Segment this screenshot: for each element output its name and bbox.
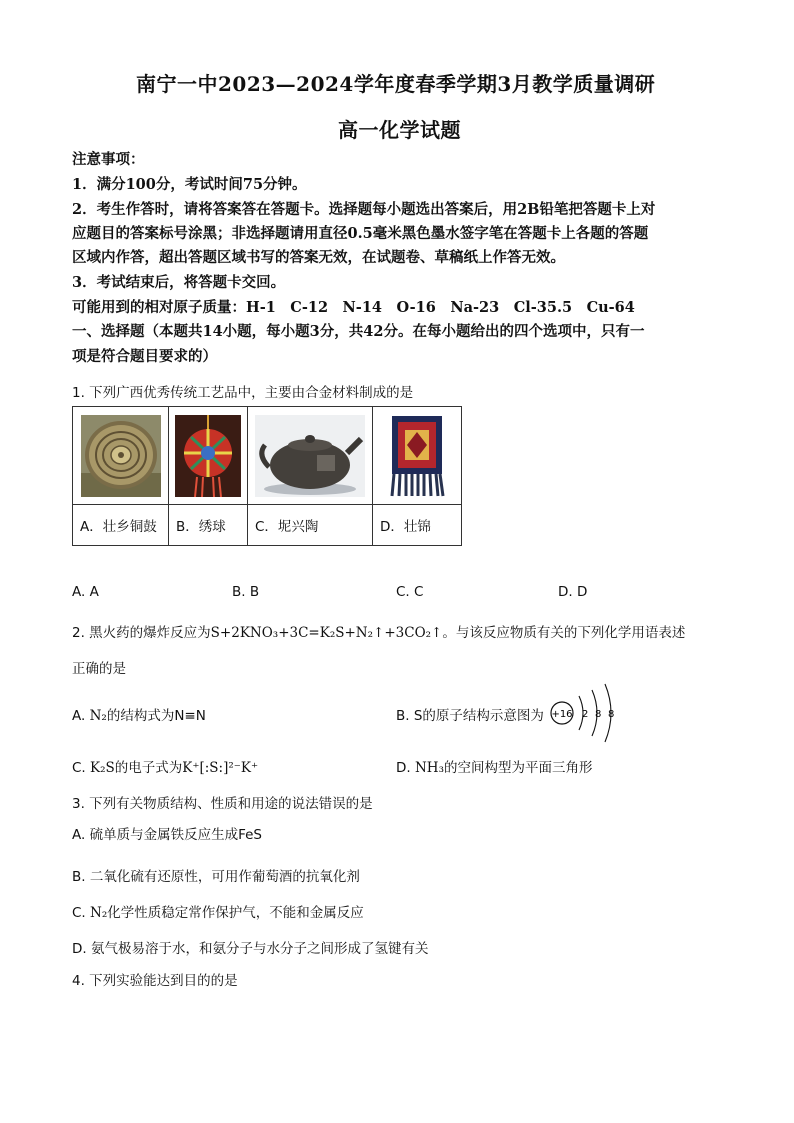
bronze-drum-cell [73, 407, 169, 505]
notice-item-2-line-2: 应题目的答案标号涂黑；非选择题请用直径0.5毫米黑色墨水签字笔在答题卡上各题的答题 [72, 225, 649, 242]
q2-option-c [72, 756, 258, 776]
embroidered-ball-cell [169, 407, 248, 505]
q2-option-d [396, 756, 592, 776]
q3-option-c-formula: N₂ [90, 905, 108, 921]
shell-1-electrons: 2 [582, 709, 589, 720]
zhuang-brocade-image [384, 414, 450, 498]
shell-2-electrons: 8 [595, 709, 602, 720]
notice-item-3: 3．考试结束后，将答题卡交回。 [72, 274, 286, 291]
sulfur-atom-diagram [549, 682, 621, 744]
exam-title: 南宁一中2023—2024学年度春季学期3月教学质量调研 [136, 72, 656, 96]
q3-option-a: A. 硫单质与金属铁反应生成FeS [72, 827, 262, 843]
q2-option-a-label: A. [72, 708, 86, 724]
section-1-instructions-line-2: 项是符合题目要求的） [72, 348, 217, 365]
q2-option-d-text: 的空间构型为平面三角形 [443, 760, 593, 776]
q1-label-d: D．壮锦 [373, 505, 462, 546]
shell-3-electrons: 8 [608, 709, 615, 720]
atomic-masses: 可能用到的相对原子质量：H-1 C-12 N-14 O-16 Na-23 Cl-35.5 Cu-64 [72, 299, 635, 316]
embroidered-ball-image [175, 415, 241, 497]
q2-option-b-text: B. S的原子结构示意图为 [396, 708, 544, 724]
zhuang-brocade-cell [373, 407, 462, 505]
nixing-teapot-image [255, 415, 365, 497]
q2-option-c-label: C. [72, 760, 86, 776]
notice-heading: 注意事项： [72, 151, 145, 168]
nixing-pottery-cell [248, 407, 373, 505]
q2-option-c-formula: K₂S [90, 760, 115, 776]
q2-equation: S+2KNO₃+3C=K₂S+N₂↑+3CO₂↑ [210, 625, 443, 641]
q1-stem: 1. 下列广西优秀传统工艺品中，主要由合金材料制成的是 [72, 385, 414, 401]
bronze-drum-image [81, 415, 161, 497]
q2-option-d-formula: NH₃ [414, 760, 444, 776]
q2-option-a [72, 704, 206, 724]
q2-stem-suffix: 。与该反应物质有关的下列化学用语表述 [442, 625, 686, 641]
section-1-instructions-line-1: 一、选择题（本题共14小题，每小题3分，共42分。在每小题给出的四个选项中，只有一 [72, 323, 645, 340]
q1-option-a: A. A [72, 584, 99, 600]
q3-option-c-text: 化学性质稳定常作保护气，不能和金属反应 [107, 905, 364, 921]
q3-option-c [72, 901, 364, 921]
q3-option-c-label: C. [72, 905, 86, 921]
q3-option-d: D. 氨气极易溶于水，和氨分子与水分子之间形成了氢键有关 [72, 941, 429, 957]
q2-stem-line-2: 正确的是 [72, 661, 126, 677]
q2-option-d-label: D. [396, 760, 411, 776]
q3-option-b: B. 二氧化硫有还原性，可用作葡萄酒的抗氧化剂 [72, 869, 360, 885]
nucleus-charge: +16 [551, 709, 573, 720]
q2-option-c-lewis: K⁺[:S:]²⁻K⁺ [182, 760, 259, 776]
q1-option-b: B. B [232, 584, 260, 600]
q2-option-b [396, 704, 544, 724]
notice-item-1: 1．满分100分，考试时间75分钟。 [72, 176, 307, 193]
q2-option-a-formula: N₂ [89, 708, 107, 724]
q1-label-c: C．坭兴陶 [248, 505, 373, 546]
q1-option-c: C. C [396, 584, 424, 600]
q3-stem: 3. 下列有关物质结构、性质和用途的说法错误的是 [72, 796, 373, 812]
q1-label-a: A．壮乡铜鼓 [73, 505, 169, 546]
q2-option-a-text: 的结构式为N≡N [106, 708, 206, 724]
q4-stem: 4. 下列实验能达到目的的是 [72, 973, 238, 989]
q2-stem-line-1 [72, 621, 685, 641]
notice-item-2-line-3: 区域内作答，超出答题区域书写的答案无效，在试题卷、草稿纸上作答无效。 [72, 249, 565, 266]
q1-crafts-table [72, 406, 462, 546]
q2-option-c-text: 的电子式为 [114, 760, 183, 776]
q1-option-d: D. D [558, 584, 588, 600]
notice-item-2-line-1: 2．考生作答时，请将答案答在答题卡。选择题每小题选出答案后，用2B铅笔把答题卡上对 [72, 201, 656, 218]
exam-subtitle: 高一化学试题 [338, 118, 461, 142]
q1-label-b: B．绣球 [169, 505, 248, 546]
q2-stem-prefix: 2. 黑火药的爆炸反应为 [72, 625, 211, 641]
